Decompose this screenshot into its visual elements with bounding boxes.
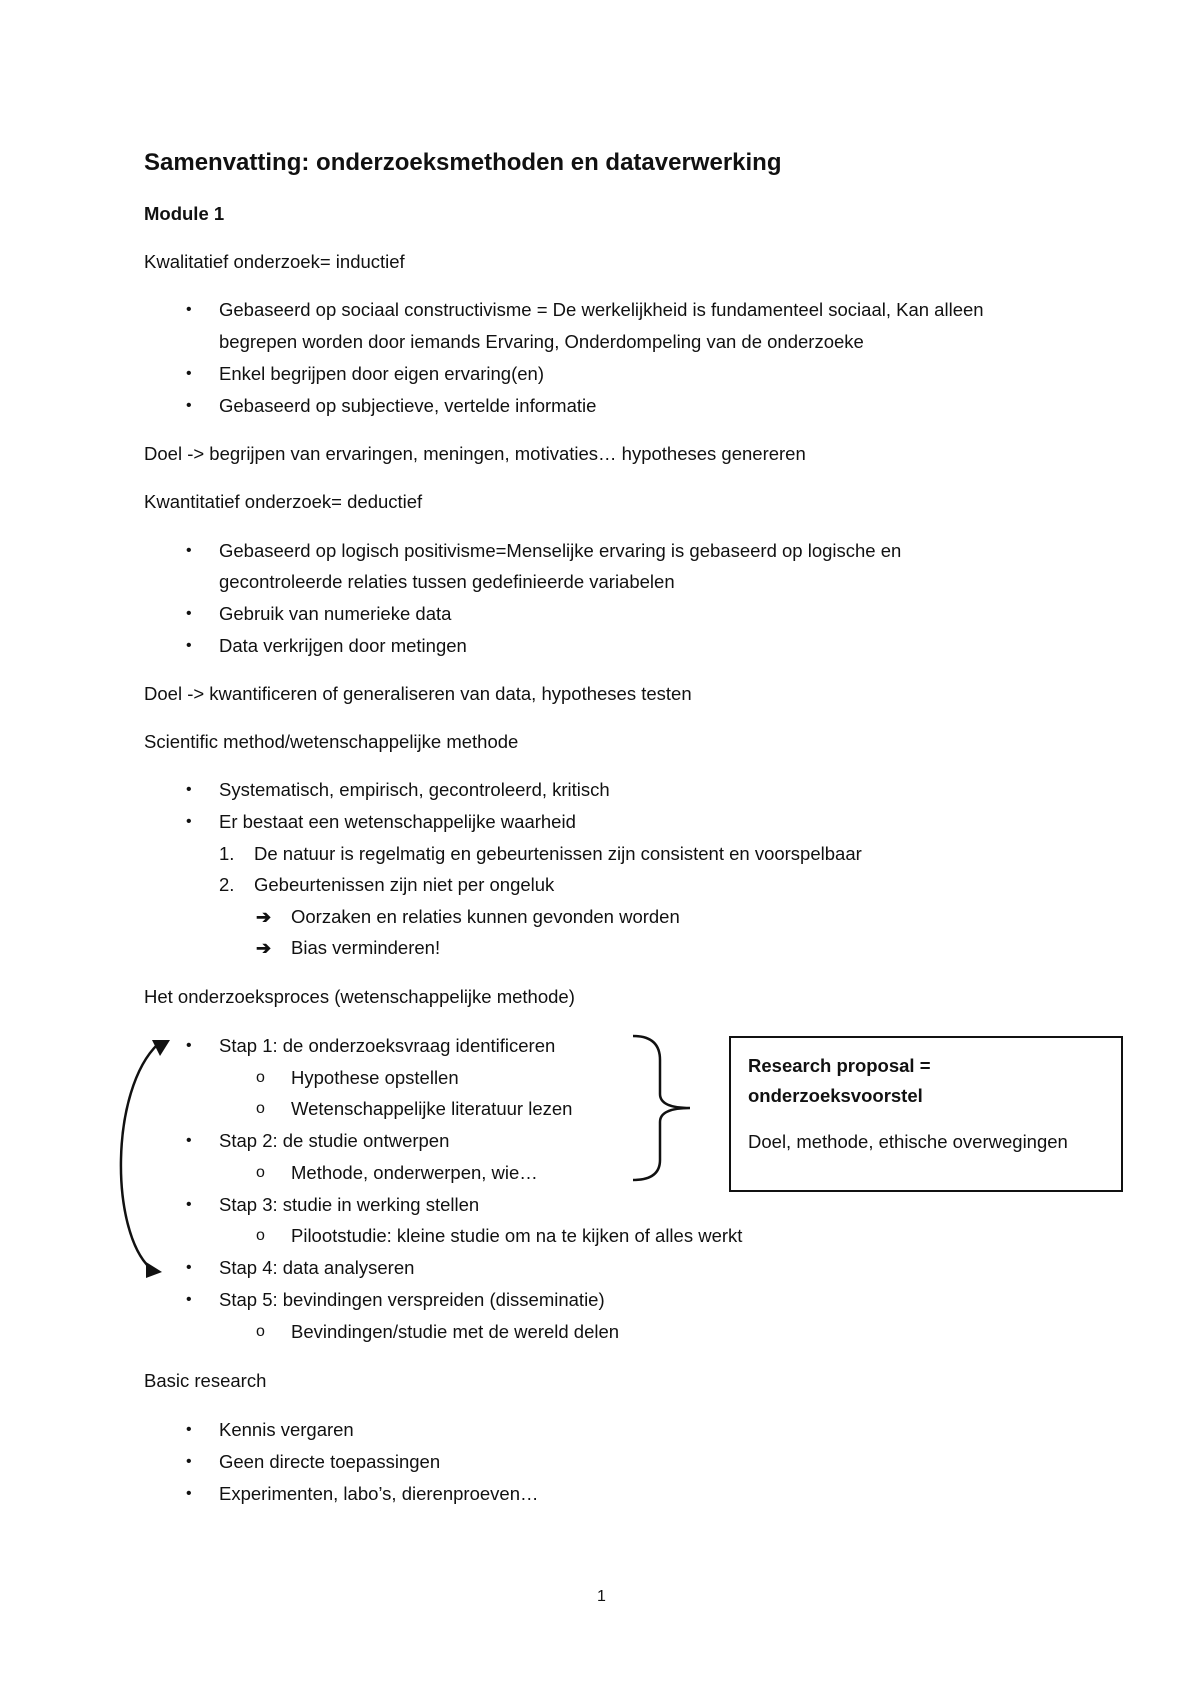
bullet-icon: • bbox=[186, 301, 192, 318]
numbered-item: Gebeurtenissen zijn niet per ongeluk bbox=[254, 874, 555, 895]
list-item: Gebaseerd op logisch positivisme=Menselijke ervaring is gebaseerd op logische en bbox=[219, 540, 902, 561]
kwalitatief-doel: Doel -> begrijpen van ervaringen, meningen, motivaties… hypotheses genereren bbox=[144, 443, 806, 464]
sub-item: Hypothese opstellen bbox=[291, 1067, 459, 1088]
proces-heading: Het onderzoeksproces (wetenschappelijke methode) bbox=[144, 986, 575, 1007]
basic-heading: Basic research bbox=[144, 1370, 267, 1391]
page-number: 1 bbox=[597, 1588, 606, 1605]
list-item: Gebruik van numerieke data bbox=[219, 603, 452, 624]
bullet-icon: • bbox=[186, 1037, 192, 1054]
list-number: 1. bbox=[219, 843, 235, 864]
document-title: Samenvatting: onderzoeksmethoden en dataverwerking bbox=[144, 149, 782, 176]
list-item: Gebaseerd op sociaal constructivisme = De werkelijkheid is fundamenteel sociaal, Kan alleen bbox=[219, 299, 984, 320]
step-item: Stap 3: studie in werking stellen bbox=[219, 1194, 480, 1215]
bullet-icon: • bbox=[186, 365, 192, 382]
list-item: Geen directe toepassingen bbox=[219, 1451, 441, 1472]
box-title-line: Research proposal = bbox=[748, 1055, 931, 1076]
box-title-line: onderzoeksvoorstel bbox=[748, 1085, 923, 1106]
sub-item: Methode, onderwerpen, wie… bbox=[291, 1162, 538, 1183]
circle-bullet-icon: o bbox=[256, 1227, 265, 1244]
bullet-icon: • bbox=[186, 781, 192, 798]
circle-bullet-icon: o bbox=[256, 1164, 265, 1181]
bullet-icon: • bbox=[186, 813, 192, 830]
bullet-icon: • bbox=[186, 637, 192, 654]
module-heading: Module 1 bbox=[144, 203, 225, 224]
arrow-item: Bias verminderen! bbox=[291, 937, 441, 958]
list-item: Data verkrijgen door metingen bbox=[219, 635, 467, 656]
bullet-icon: • bbox=[186, 542, 192, 559]
list-item: Experimenten, labo’s, dierenproeven… bbox=[219, 1483, 539, 1504]
bullet-icon: • bbox=[186, 1453, 192, 1470]
list-item: Er bestaat een wetenschappelijke waarheid bbox=[219, 811, 576, 832]
kwantitatief-heading: Kwantitatief onderzoek= deductief bbox=[144, 491, 423, 512]
step-item: Stap 5: bevindingen verspreiden (disseminatie) bbox=[219, 1289, 605, 1310]
list-item: Enkel begrijpen door eigen ervaring(en) bbox=[219, 363, 544, 384]
bullet-icon: • bbox=[186, 1259, 192, 1276]
arrow-right-icon: ➔ bbox=[256, 907, 272, 927]
bullet-icon: • bbox=[186, 1196, 192, 1213]
step-item: Stap 4: data analyseren bbox=[219, 1257, 415, 1278]
cycle-arrow-icon bbox=[121, 1044, 158, 1268]
scientific-heading: Scientific method/wetenschappelijke methode bbox=[144, 731, 519, 752]
list-item: gecontroleerde relaties tussen gedefinieerde variabelen bbox=[219, 571, 675, 592]
list-item: Kennis vergaren bbox=[219, 1419, 354, 1440]
step-item: Stap 1: de onderzoeksvraag identificeren bbox=[219, 1035, 556, 1056]
list-item: Gebaseerd op subjectieve, vertelde informatie bbox=[219, 395, 597, 416]
arrow-right-icon: ➔ bbox=[256, 938, 272, 958]
list-item: Systematisch, empirisch, gecontroleerd, kritisch bbox=[219, 779, 610, 800]
list-number: 2. bbox=[219, 874, 235, 895]
sub-item: Wetenschappelijke literatuur lezen bbox=[291, 1098, 573, 1119]
bullet-icon: • bbox=[186, 1421, 192, 1438]
circle-bullet-icon: o bbox=[256, 1100, 265, 1117]
arrowhead-icon bbox=[146, 1262, 162, 1278]
bullet-icon: • bbox=[186, 1291, 192, 1308]
bullet-icon: • bbox=[186, 1485, 192, 1502]
sub-item: Pilootstudie: kleine studie om na te kijken of alles werkt bbox=[291, 1225, 743, 1246]
sub-item: Bevindingen/studie met de wereld delen bbox=[291, 1321, 620, 1342]
box-text: Doel, methode, ethische overwegingen bbox=[748, 1131, 1068, 1152]
bullet-icon: • bbox=[186, 397, 192, 414]
list-item: begrepen worden door iemands Ervaring, Onderdompeling van de onderzoeke bbox=[219, 331, 864, 352]
curly-brace-icon bbox=[633, 1036, 690, 1180]
bullet-icon: • bbox=[186, 1132, 192, 1149]
kwalitatief-heading: Kwalitatief onderzoek= inductief bbox=[144, 251, 405, 272]
numbered-item: De natuur is regelmatig en gebeurtenissen zijn consistent en voorspelbaar bbox=[254, 843, 862, 864]
circle-bullet-icon: o bbox=[256, 1069, 265, 1086]
kwantitatief-doel: Doel -> kwantificeren of generaliseren van data, hypotheses testen bbox=[144, 683, 692, 704]
bullet-icon: • bbox=[186, 605, 192, 622]
arrow-item: Oorzaken en relaties kunnen gevonden worden bbox=[291, 906, 680, 927]
step-item: Stap 2: de studie ontwerpen bbox=[219, 1130, 450, 1151]
circle-bullet-icon: o bbox=[256, 1323, 265, 1340]
